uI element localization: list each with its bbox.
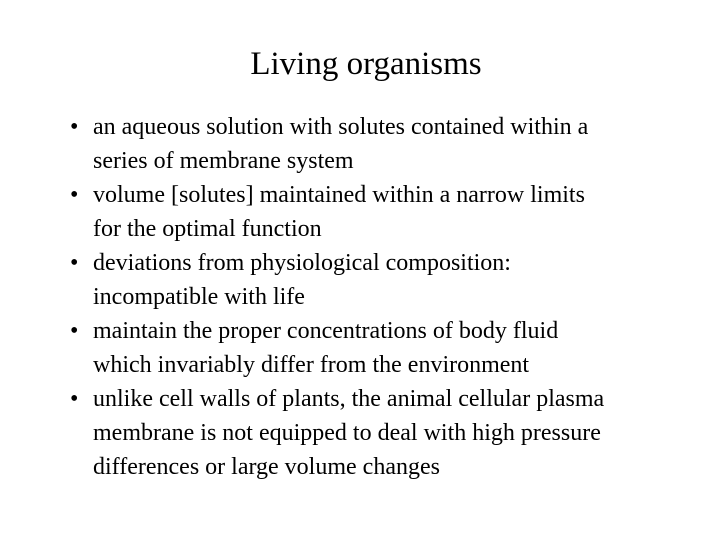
bullet-text-line: maintain the proper concentrations of body fluid: [93, 318, 559, 344]
bullet-text-line: an aqueous solution with solutes contained within a: [93, 114, 589, 140]
bullet-icon: •: [70, 250, 79, 276]
bullet-text-line: membrane is not equipped to deal with high pressure: [93, 420, 601, 446]
bullet-text-line: unlike cell walls of plants, the animal cellular plasma: [93, 386, 605, 412]
bullet-item: [0, 246, 720, 314]
bullet-text-line: which invariably differ from the environment: [93, 352, 530, 378]
bullet-list: [0, 110, 720, 484]
bullet-text-line: volume [solutes] maintained within a narrow limits: [93, 182, 585, 208]
bullet-text-line: for the optimal function: [93, 216, 322, 242]
bullet-text-line: deviations from physiological composition:: [93, 250, 511, 276]
bullet-icon: •: [70, 114, 79, 140]
bullet-item: [0, 314, 720, 382]
bullet-item: [0, 382, 720, 484]
bullet-text-line: series of membrane system: [93, 148, 354, 174]
bullet-item: [0, 178, 720, 246]
bullet-icon: •: [70, 318, 79, 344]
bullet-icon: •: [70, 182, 79, 208]
slide-title: Living organisms: [250, 46, 482, 82]
bullet-icon: •: [70, 386, 79, 412]
bullet-item: [0, 110, 720, 178]
bullet-text-line: differences or large volume changes: [93, 454, 440, 480]
bullet-text-line: incompatible with life: [93, 284, 305, 310]
